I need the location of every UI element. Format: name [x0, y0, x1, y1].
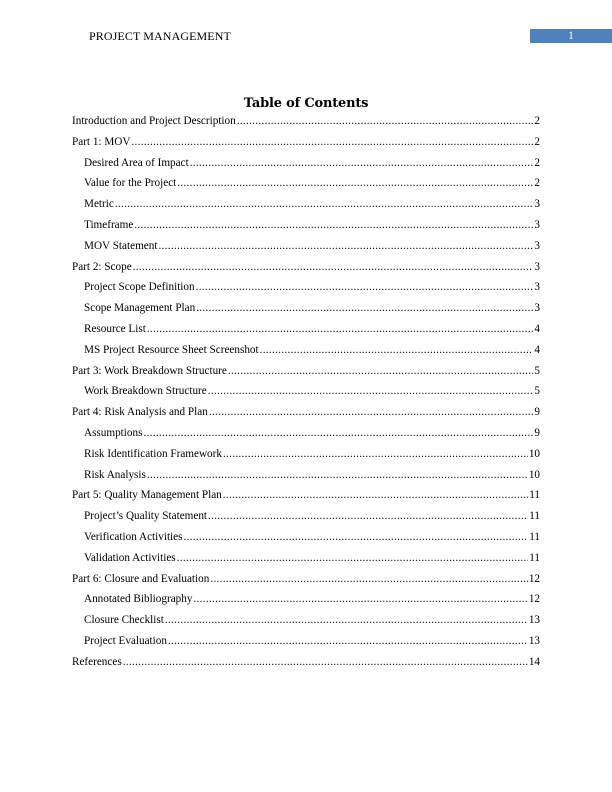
- toc-entry-part-3-wbs[interactable]: [72, 365, 540, 386]
- toc-entry-verification-activities[interactable]: [72, 531, 540, 552]
- toc-entry-value-for-the-project[interactable]: [72, 177, 540, 198]
- toc-entry-label: Work Breakdown Structure: [84, 385, 207, 398]
- dot-leader: [147, 469, 528, 481]
- dot-leader: [143, 427, 533, 439]
- dot-leader: [165, 614, 528, 626]
- dot-leader: [177, 552, 529, 564]
- toc-entry-label: Validation Activities: [84, 551, 176, 564]
- toc-entry-label: Annotated Bibliography: [84, 593, 193, 606]
- toc-entry-work-breakdown-structure[interactable]: [72, 385, 540, 406]
- toc-entry-label: Part 5: Quality Management Plan: [72, 489, 222, 502]
- toc-entry-label: Risk Identification Framework: [84, 447, 222, 460]
- toc-entry-page: 3: [534, 281, 540, 294]
- toc-entry-label: Part 3: Work Breakdown Structure: [72, 364, 227, 377]
- toc-entry-label: Desired Area of Impact: [84, 156, 189, 169]
- toc-entry-page: 3: [534, 239, 540, 252]
- toc-entry-label: Part 6: Closure and Evaluation: [72, 572, 210, 585]
- toc-entry-label: Project Scope Definition: [84, 281, 195, 294]
- toc-entry-page: 12: [528, 593, 540, 606]
- toc-entry-desired-area-of-impact[interactable]: [72, 157, 540, 178]
- dot-leader: [183, 531, 528, 543]
- dot-leader: [177, 177, 533, 189]
- toc-entry-metric[interactable]: [72, 198, 540, 219]
- toc-entry-ms-project-resource-sheet[interactable]: [72, 344, 540, 365]
- toc-entry-part-2-scope[interactable]: [72, 261, 540, 282]
- toc-entry-page: 10: [528, 468, 540, 481]
- dot-leader: [223, 448, 528, 460]
- dot-leader: [133, 261, 534, 273]
- toc-entry-project-evaluation[interactable]: [72, 635, 540, 656]
- page-number: 1: [568, 30, 574, 42]
- toc-entry-annotated-bibliography[interactable]: [72, 593, 540, 614]
- dot-leader: [168, 635, 528, 647]
- toc-entry-page: 3: [534, 198, 540, 211]
- toc-entry-project-scope-definition[interactable]: [72, 281, 540, 302]
- dot-leader: [131, 136, 533, 148]
- dot-leader: [223, 489, 528, 501]
- dot-leader: [196, 302, 533, 314]
- toc-entry-assumptions[interactable]: [72, 427, 540, 448]
- dot-leader: [115, 198, 534, 210]
- dot-leader: [260, 344, 534, 356]
- toc-entry-page: 3: [534, 218, 540, 231]
- toc-entry-part-5-quality[interactable]: [72, 489, 540, 510]
- toc-entry-timeframe[interactable]: [72, 219, 540, 240]
- running-head: PROJECT MANAGEMENT: [89, 29, 231, 43]
- toc-entry-validation-activities[interactable]: [72, 552, 540, 573]
- toc-entry-page: 4: [534, 343, 540, 356]
- table-of-contents: [72, 115, 540, 677]
- dot-leader: [228, 365, 534, 377]
- toc-entry-label: Timeframe: [84, 218, 134, 231]
- dot-leader: [147, 323, 534, 335]
- toc-entry-mov-statement[interactable]: [72, 240, 540, 261]
- toc-entry-label: Closure Checklist: [84, 614, 164, 627]
- toc-entry-label: Introduction and Project Description: [72, 115, 236, 127]
- toc-entry-label: Part 2: Scope: [72, 260, 132, 273]
- page-number-badge: [530, 29, 612, 43]
- toc-entry-references[interactable]: [72, 656, 540, 677]
- dot-leader: [193, 593, 527, 605]
- toc-entry-page: 2: [534, 135, 540, 148]
- toc-entry-page: 2: [534, 156, 540, 169]
- toc-entry-page: 4: [534, 322, 540, 335]
- toc-title: Table of Contents: [243, 96, 369, 111]
- dot-leader: [208, 510, 528, 522]
- dot-leader: [210, 573, 527, 585]
- toc-entry-page: 13: [528, 634, 540, 647]
- toc-entry-page: 13: [528, 614, 540, 627]
- toc-entry-closure-checklist[interactable]: [72, 614, 540, 635]
- toc-entry-risk-identification-framework[interactable]: [72, 448, 540, 469]
- dot-leader: [208, 385, 534, 397]
- toc-entry-page: 2: [534, 177, 540, 190]
- toc-entry-label: Scope Management Plan: [84, 302, 196, 315]
- toc-entry-page: 5: [534, 364, 540, 377]
- dot-leader: [123, 656, 528, 668]
- toc-entry-label: MOV Statement: [84, 239, 158, 252]
- toc-entry-label: Resource List: [84, 322, 146, 335]
- dot-leader: [196, 281, 534, 293]
- toc-entry-scope-management-plan[interactable]: [72, 302, 540, 323]
- toc-entry-page: 14: [528, 655, 540, 668]
- toc-entry-page: 11: [529, 489, 540, 502]
- toc-entry-label: References: [72, 655, 122, 668]
- toc-entry-page: 9: [534, 426, 540, 439]
- dot-leader: [190, 157, 534, 169]
- toc-entry-page: 11: [529, 510, 540, 523]
- toc-entry-page: 10: [528, 447, 540, 460]
- toc-entry-label: Assumptions: [84, 426, 143, 439]
- toc-entry-label: MS Project Resource Sheet Screenshot: [84, 343, 259, 356]
- dot-leader: [237, 115, 534, 127]
- toc-entry-part-4-risk[interactable]: [72, 406, 540, 427]
- toc-entry-label: Metric: [84, 198, 114, 211]
- toc-entry-part-6-closure[interactable]: [72, 573, 540, 594]
- toc-entry-page: 2: [534, 115, 540, 127]
- toc-entry-label: Project Evaluation: [84, 634, 167, 647]
- toc-entry-page: 12: [528, 572, 540, 585]
- toc-entry-label: Part 4: Risk Analysis and Plan: [72, 406, 208, 419]
- toc-entry-page: 3: [534, 302, 540, 315]
- toc-entry-risk-analysis[interactable]: [72, 469, 540, 490]
- toc-entry-page: 11: [529, 551, 540, 564]
- toc-entry-page: 5: [534, 385, 540, 398]
- toc-entry-label: Value for the Project: [84, 177, 177, 190]
- toc-entry-introduction[interactable]: [72, 115, 540, 136]
- toc-entry-label: Risk Analysis: [84, 468, 146, 481]
- dot-leader: [209, 406, 534, 418]
- dot-leader: [134, 219, 533, 231]
- toc-entry-label: Part 1: MOV: [72, 135, 131, 148]
- toc-entry-label: Verification Activities: [84, 530, 183, 543]
- dot-leader: [158, 240, 533, 252]
- toc-entry-resource-list[interactable]: [72, 323, 540, 344]
- toc-entry-quality-statement[interactable]: [72, 510, 540, 531]
- toc-entry-label: Project’s Quality Statement: [84, 510, 208, 523]
- toc-entry-page: 3: [534, 260, 540, 273]
- toc-entry-page: 11: [529, 530, 540, 543]
- toc-entry-page: 9: [534, 406, 540, 419]
- toc-entry-part-1-mov[interactable]: [72, 136, 540, 157]
